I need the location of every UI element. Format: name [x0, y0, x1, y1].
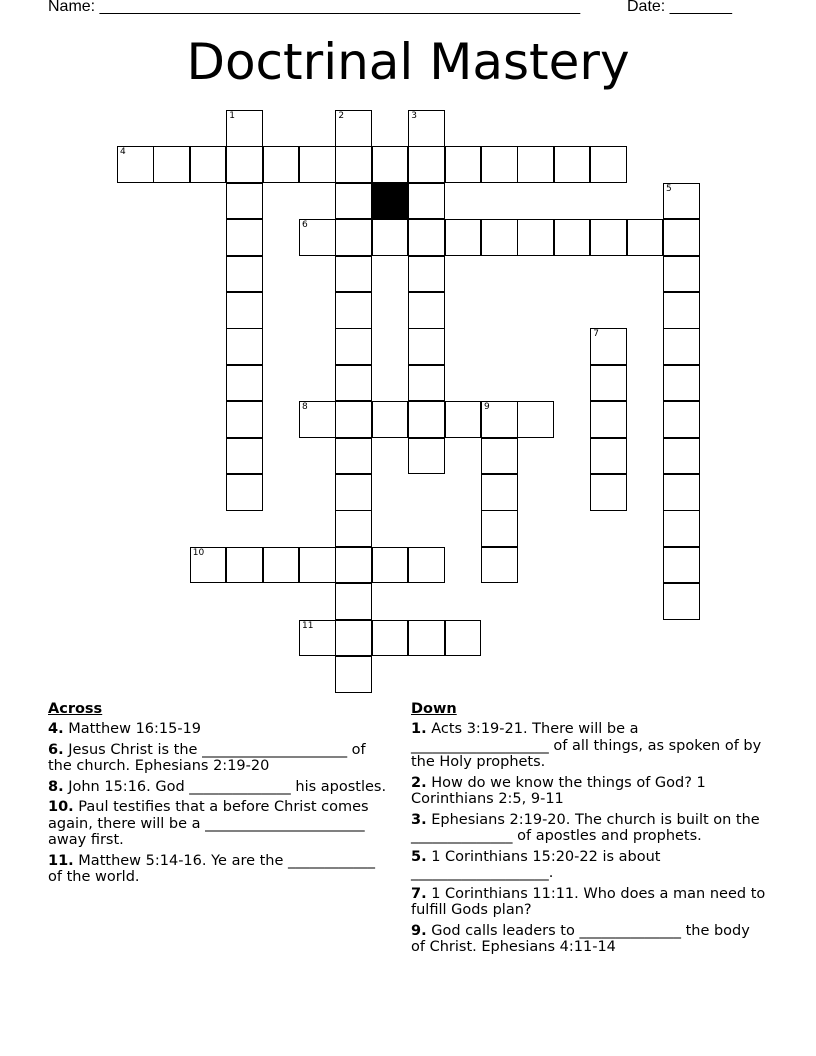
clue-number: 4 — [120, 147, 126, 158]
grid-cell[interactable] — [590, 401, 627, 438]
grid-cell[interactable] — [663, 292, 700, 329]
clue-number: 11 — [302, 620, 314, 631]
grid-cell[interactable] — [335, 256, 372, 293]
clue-number: 2 — [338, 111, 345, 121]
grid-cell[interactable] — [372, 401, 409, 438]
grid-cell[interactable] — [517, 401, 554, 438]
grid-cell[interactable] — [299, 620, 336, 657]
grid-cell[interactable] — [481, 474, 518, 511]
grid-cell[interactable] — [335, 547, 372, 584]
grid-cell[interactable] — [226, 365, 263, 402]
grid-cell[interactable] — [335, 219, 372, 256]
grid-cell[interactable] — [335, 401, 372, 438]
clue-number: 5 — [666, 183, 672, 194]
grid-cell[interactable] — [153, 146, 190, 183]
grid-cell[interactable] — [335, 365, 372, 402]
grid-cell[interactable] — [226, 438, 263, 475]
grid-cell[interactable] — [663, 583, 700, 620]
grid-cell[interactable] — [554, 146, 591, 183]
grid-cell[interactable] — [627, 219, 664, 256]
grid-cell[interactable] — [408, 365, 445, 402]
down-heading: Down — [411, 701, 457, 717]
grid-cell[interactable] — [190, 547, 227, 584]
clue-across-4: 4. Matthew 16:15-19 — [48, 721, 202, 737]
clue-number: 10 — [192, 547, 205, 558]
grid-cell[interactable] — [408, 146, 445, 183]
grid-cell[interactable] — [335, 583, 372, 620]
grid-cell[interactable] — [481, 219, 518, 256]
grid-cell[interactable] — [299, 146, 336, 183]
grid-cell[interactable] — [590, 474, 627, 511]
grid-cell[interactable] — [263, 547, 300, 584]
grid-cell[interactable] — [445, 146, 482, 183]
grid-cell[interactable] — [481, 547, 518, 584]
across-clues — [48, 701, 388, 890]
grid-cell[interactable] — [335, 656, 372, 693]
clue-number: 9 — [484, 402, 490, 413]
clue-number: 1 — [229, 111, 235, 121]
clue-down-9: 9. God calls leaders to ______________ the body of Christ. Ephesians 4:11-14 — [411, 922, 750, 955]
grid-cell[interactable] — [372, 219, 409, 256]
clue-number: 3 — [411, 111, 417, 121]
date-field[interactable]: Date: _______ — [627, 0, 732, 15]
grid-cell[interactable] — [663, 256, 700, 293]
clue-number: 7 — [593, 329, 599, 340]
grid-cell[interactable] — [408, 110, 445, 147]
grid-cell[interactable] — [408, 256, 445, 293]
grid-cell[interactable] — [226, 146, 263, 183]
across-heading: Across — [48, 701, 103, 717]
clue-across-8: 8. John 15:16. God ______________ his apostles. — [48, 778, 387, 795]
clue-across-6: 6. Jesus Christ is the ____________________ of the church. Ephesians 2:19-20 — [48, 741, 366, 774]
grid-cell[interactable] — [517, 146, 554, 183]
grid-cell[interactable] — [299, 401, 336, 438]
grid-cell[interactable] — [226, 474, 263, 511]
name-field[interactable]: Name: ______________________________________________________ — [48, 0, 581, 15]
grid-cell[interactable] — [226, 547, 263, 584]
grid-cell[interactable] — [590, 328, 627, 365]
grid-cell[interactable] — [335, 474, 372, 511]
clue-number: 8 — [302, 402, 308, 413]
grid-cell[interactable] — [445, 620, 482, 657]
grid-cell[interactable] — [663, 401, 700, 438]
grid-cell[interactable] — [663, 183, 700, 220]
grid-cell[interactable] — [663, 474, 700, 511]
clue-down-2: 2. How do we know the things of God? 1 Corinthians 2:5, 9-11 — [411, 774, 706, 807]
grid-cell[interactable] — [445, 219, 482, 256]
grid-cell[interactable] — [481, 146, 518, 183]
grid-cell[interactable] — [408, 183, 445, 220]
grid-cell[interactable] — [408, 438, 445, 475]
black-square — [372, 183, 409, 220]
grid-cell[interactable] — [663, 328, 700, 365]
grid-cell[interactable] — [445, 401, 482, 438]
grid-cell[interactable] — [408, 292, 445, 329]
grid-cell[interactable] — [372, 547, 409, 584]
grid-cell[interactable] — [481, 401, 518, 438]
grid-cell[interactable] — [299, 219, 336, 256]
grid-cell[interactable] — [226, 110, 263, 147]
grid-cell[interactable] — [481, 438, 518, 475]
clue-across-11: 11. Matthew 5:14-16. Ye are the ____________ of the world. — [48, 852, 376, 885]
grid-cell[interactable] — [263, 146, 300, 183]
grid-cell[interactable] — [335, 146, 372, 183]
grid-cell[interactable] — [590, 365, 627, 402]
grid-cell[interactable] — [335, 183, 372, 220]
grid-cell[interactable] — [481, 510, 518, 547]
grid-cell[interactable] — [590, 146, 627, 183]
grid-cell[interactable] — [226, 292, 263, 329]
grid-cell[interactable] — [299, 547, 336, 584]
grid-cell[interactable] — [408, 219, 445, 256]
grid-cell[interactable] — [226, 401, 263, 438]
grid-cell[interactable] — [335, 510, 372, 547]
grid-cell[interactable] — [517, 219, 554, 256]
grid-cell[interactable] — [663, 510, 700, 547]
grid-cell[interactable] — [408, 547, 445, 584]
clue-down-7: 7. 1 Corinthians 11:11. Who does a man need to fulfill Gods plan? — [411, 885, 766, 918]
grid-cell[interactable] — [554, 219, 591, 256]
grid-cell[interactable] — [335, 438, 372, 475]
grid-cell[interactable] — [335, 292, 372, 329]
grid-cell[interactable] — [408, 620, 445, 657]
grid-cell[interactable] — [335, 110, 372, 147]
grid-cell[interactable] — [590, 438, 627, 475]
grid-cell[interactable] — [117, 146, 154, 183]
grid-cell[interactable] — [408, 328, 445, 365]
clue-down-1: 1. Acts 3:19-21. There will be a ___________________ of all things, as spoken of by the Holy prophets. — [411, 721, 762, 770]
clue-down-3: 3. Ephesians 2:19-20. The church is built on the ______________ of apostles and prophets. — [411, 811, 760, 844]
grid-cell[interactable] — [226, 256, 263, 293]
grid-cell[interactable] — [372, 620, 409, 657]
grid-cell[interactable] — [372, 146, 409, 183]
grid-cell[interactable] — [226, 328, 263, 365]
grid-cell[interactable] — [590, 219, 627, 256]
grid-cell[interactable] — [408, 401, 445, 438]
clue-number: 6 — [302, 220, 308, 231]
grid-cell[interactable] — [335, 620, 372, 657]
clue-across-10: 10. Paul testifies that a before Christ comes again, there will be a ______________________ away first. — [48, 799, 369, 848]
grid-cell[interactable] — [226, 219, 263, 256]
grid-cell[interactable] — [663, 219, 700, 256]
grid-cell[interactable] — [663, 547, 700, 584]
grid-cell[interactable] — [663, 365, 700, 402]
grid-cell[interactable] — [335, 328, 372, 365]
clue-down-5: 5. 1 Corinthians 15:20-22 is about ___________________. — [411, 848, 661, 881]
grid-cell[interactable] — [190, 146, 227, 183]
page-title: Doctrinal Mastery — [186, 33, 630, 91]
down-clues — [411, 701, 766, 960]
grid-cell[interactable] — [226, 183, 263, 220]
grid-cell[interactable] — [663, 438, 700, 475]
